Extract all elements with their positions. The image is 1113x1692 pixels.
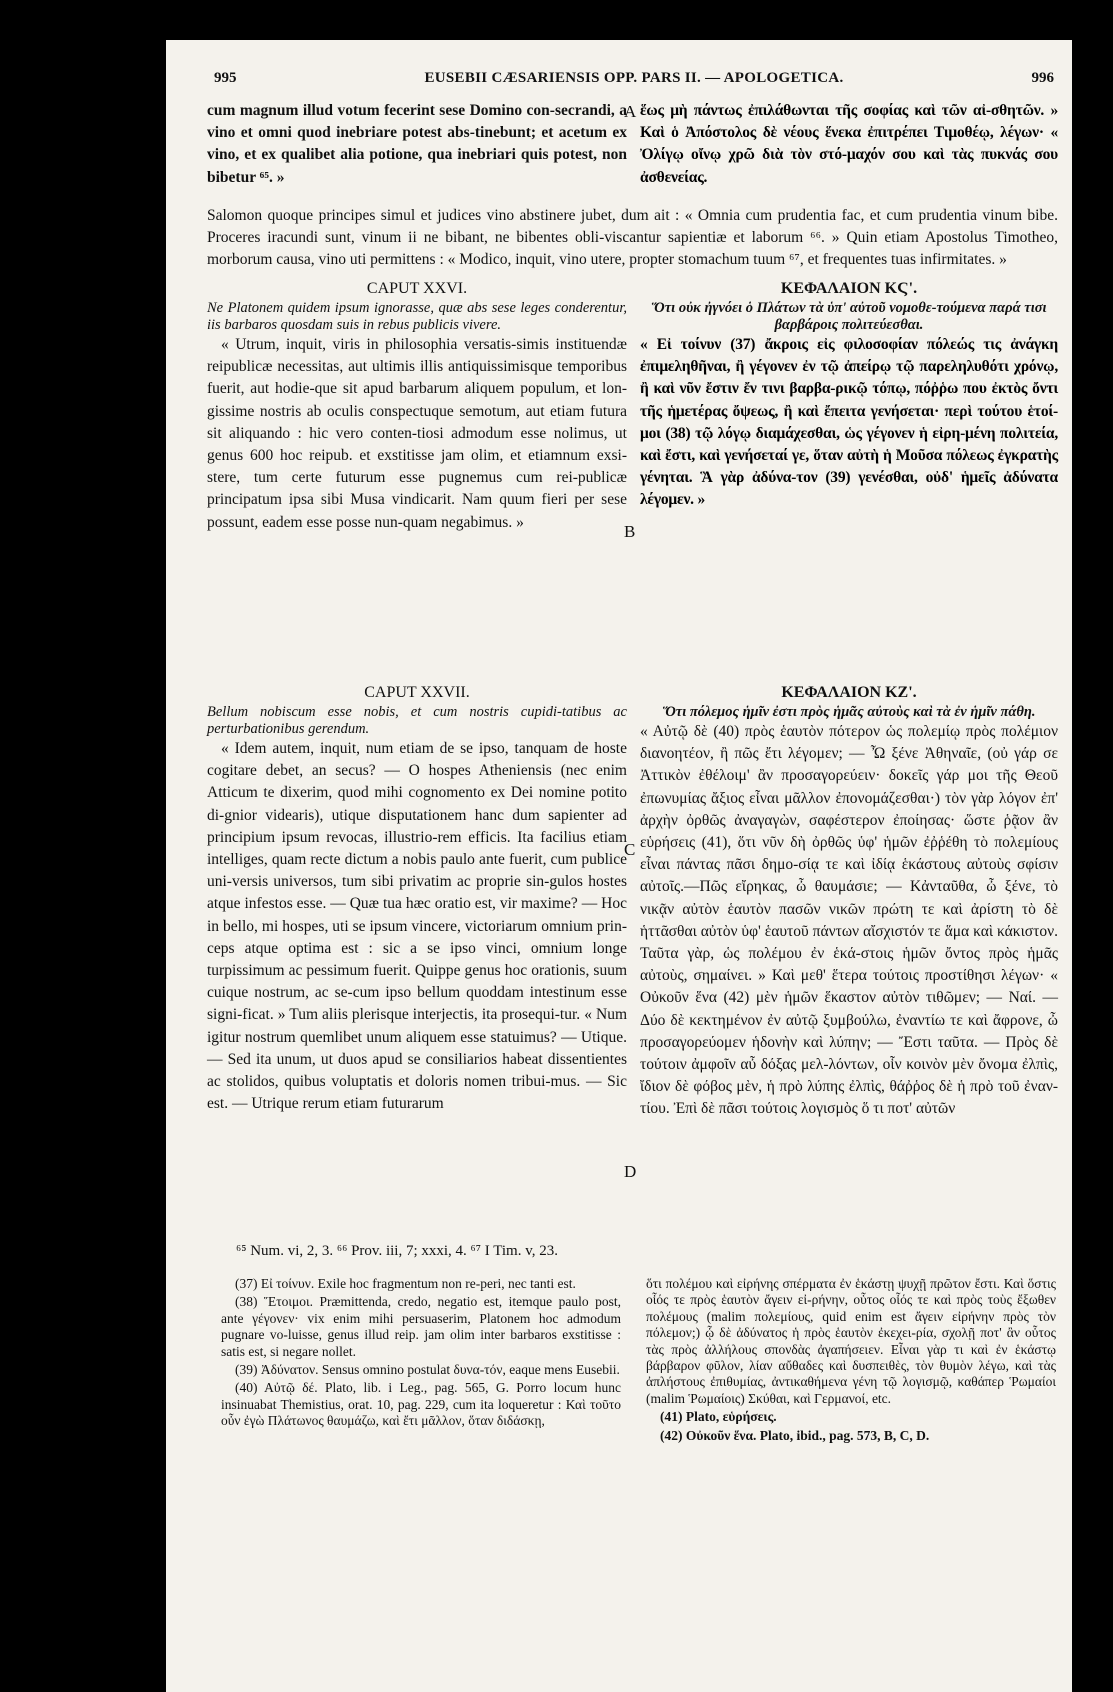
latin-column-chapter-27 (207, 682, 627, 1115)
chapter-26-title-latin: CAPUT XXVI. (366, 280, 468, 297)
chapter-26-argument-latin: Ne Platonem quidem ipsum ignorasse, quæ abs sese leges conderentur, iis barbaros quosdam suis in rebus publicis vivere. (207, 300, 627, 333)
margin-letter-b: B (624, 522, 636, 541)
greek-column-chapter-26 (640, 278, 1058, 512)
note-40-continued: ὅτι πολέμου καὶ εἰρήνης σπέρματα ἐν ἑκάστῃ ψυχῇ πρῶτον ἔστι. Καὶ ὅστις οἷός τε πρὸς ἑαυτὸν ἄγειν εἰ-ρήνην, οὗτος οἷός τε καὶ πρὸς τοὺς ἔξωθεν πολέμους (malim πολεμίους, quid enim est ἄγειν εἰρήνην πρὸς τὸν πόλεμον;) ᾧ δὲ ἀδύνατος ἡ πρὸς ἑαυτὸν ἐκεχει-ρία, σχολῇ ποτ' ἂν οὗτος τὰς πρὸς ἀλλήλους σπονδὰς ἀγαπήσειεν. Εἶναι γὰρ τι καὶ ἐν ἑκάστῳ βάρβαρον φῦλον, λίαν αὔθαδες καὶ δυσπειθὲς, τὸν θυμὸν λέγω, καὶ τὰς ἀπλήστους ἐπιθυμίας, ἀντικαθήμενα γένη τῷ λογισμῷ, καθάπερ Ῥωμαίοι (malim Ῥωμαίοις) Σκύθαι, καὶ Γερμανοί, etc. (646, 1276, 1056, 1406)
running-header (214, 70, 1054, 92)
chapter-27-argument-greek: Ὅτι πόλεμος ἡμῖν ἐστι πρὸς ἡμᾶς αὐτοὺς καὶ τὰ ἐν ἡμῖν πάθη. (662, 704, 1036, 720)
chapter-26-text-latin: « Utrum, inquit, viris in philosophia versatis-simis instituendæ reipublicæ necessitas, aut ultimis illis antiquissimisque temporibus fuerit, aut hodie-que sit apud barbarum aliquem populum, et lon-gissime nostris ab oculis conspectuque semotum, aut etiam futura sit aliquando : hic vero conten-tiosi admodum esse nolimus, ut genus 600 hoc reipub. et exstitisse jam olim, et etiamnum exsi-stere, tum certe futurum esse pugnemus cum rei-publicæ principatum ipsa sibi Musa vindicarit. Nam quum fieri per sese possunt, eadem esse posse nun-quam negabimus. » (207, 336, 627, 531)
book-page (166, 40, 1072, 1692)
chapter-27-title-greek: ΚΕΦΑΛΑΙΟΝ ΚΖ'. (781, 684, 917, 701)
chapter-26-argument-greek: Ὅτι οὐκ ἠγνόει ὁ Πλάτων τὰ ὑπ' αὐτοῦ νομοθε-τούμενα παρά τισι βαρβάροις πολιτεύεσθαι. (651, 300, 1047, 333)
margin-letter-d: D (624, 1162, 637, 1181)
latin-column-top (207, 100, 627, 189)
note-40: (40) Αὐτῷ δέ. Plato, lib. i Leg., pag. 565, G. Porro locum hunc insinuabat Themistius, orat. 10, pag. 229, cum ita loqueretur : Καὶ τοῦτο οὖν ἐγὼ Πλάτωνος θαυμάζω, καὶ ἔτι μᾶλλον, ὅταν διδάσκῃ, (221, 1380, 621, 1429)
chapter-26-text-greek: « Εἰ τοίνυν (37) ἄκροις εἰς φιλοσοφίαν πόλεώς τις ἀνάγκη ἐπιμεληθῆναι, ἢ γέγονεν ἐν τῷ ἀπείρῳ τῷ παρεληλυθότι χρόνῳ, ἢ καὶ νῦν ἔστιν ἔν τινι βαρβα-ρικῷ τόπῳ, πόῤῥω που ἐκτὸς ὄντι τῆς ἡμετέρας ὄψεως, ἢ καὶ ἔπειτα γενήσεται· περὶ τούτου ἑτοί-μοι (38) τῷ λόγῳ διαμάχεσθαι, ὡς γέγονεν ἡ εἰρη-μένη πολιτεία, καὶ ἔστι, καὶ γενήσεταί γε, ὅταν αὐτὴ ἡ Μοῦσα πόλεως ἐγκρατὴς γένηται. Ἃ γὰρ ἀδύνα-τον (39) γενέσθαι, οὐδ' ἡμεῖς ἀδύνατα λέγομεν. » (640, 336, 1058, 509)
chapter-27-text-latin: « Idem autem, inquit, num etiam de se ipso, tanquam de hoste cogitare debet, an secus? — O hospes Atheniensis (nec enim Atticum te dixerim, quod mihi cognomento ex Dei nomine potito di-gnior videaris), utique disputationem hanc dum sapienter ad principium ipsum revocas, illustrio-rem efficis. Ita facilius etiam intelliges, quam recte dictum a nobis paulo ante fuerit, cum publice uni-versis universos, tum sibi privatim ac proprie sin-gulos hostes atque infestos esse. — Quæ tua hæc oratio est, vir maxime? — Hoc in bello, mi hospes, uti se ipsum vincere, victoriarum omnium prin-ceps atque optima est : sic a se ipso vinci, omnium longe turpissimum ac pessimum fuerit. Quippe genus hoc orationis, suum cuique nostrum, ac se-cum ipso bellum quoddam intestinum esse signi-ficat. » Tum aliis plerisque interjectis, ita prosequi-tur. « Num igitur nostrum quemlibet unum aliquem esse statuimus? — Utique. — Sed ita unum, ut duos apud se consiliarios habeat dissentientes ac stolidos, quibus voluptatis et doloris nomen tribui-mus. — Sic est. — Utrique rerum etiam futurarum (207, 740, 627, 1113)
chapter-26-title-greek: ΚΕΦΑΛΑΙΟΝ ΚϚ'. (780, 280, 918, 297)
latin-column-chapter-26 (207, 278, 627, 534)
margin-letter-a: A (624, 102, 637, 121)
note-38: (38) Ἕτοιμοι. Præmittenda, credo, negatio est, itemque paulo post, ante γέγονεν· vix enim mihi persuaserim, Platonem hoc admodum pugnare vo-luisse, genus illud reip. jam olim inter barbaros exstitisse : satis est, si negare nollet. (221, 1294, 621, 1359)
notes-right-column (646, 1276, 1056, 1446)
note-41: (41) Plato, εὑρήσεις. (660, 1409, 777, 1425)
page-number-right: 996 (1031, 70, 1054, 86)
chapter-27-title-latin: CAPUT XXVII. (364, 684, 470, 701)
greek-column-top (640, 100, 1058, 189)
chapter-27-argument-latin: Bellum nobiscum esse nobis, et cum nostris cupidi-tatibus ac perturbationibus gerendum. (207, 704, 627, 737)
note-37: (37) Εἰ τοίνυν. Exile hoc fragmentum non re-peri, nec tanti est. (235, 1276, 576, 1291)
full-width-text: Salomon quoque principes simul et judices vino abstinere jubet, dum ait : « Omnia cum prudentia fac, et cum prudentia vinum bibe. Proceres iracundi sunt, vinum ii ne bibant, ne bibentes obli-viscantur sapientiæ et laborum ⁶⁶. » Quin etiam Apostolus Timotheo, morborum causa, vino uti permittens : « Modico, inquit, vino utere, propter stomachum tuum ⁶⁷, et frequentes tuas infirmitates. » (207, 206, 1058, 268)
notes-left-column (221, 1276, 621, 1432)
full-width-passage (207, 189, 1058, 287)
margin-letter-c: C (624, 840, 636, 859)
running-title: EUSEBII CÆSARIENSIS OPP. PARS II. — APOLOGETICA. (424, 70, 844, 86)
scripture-references: ⁶⁵ Num. vi, 2, 3. ⁶⁶ Prov. iii, 7; xxxi, 4. ⁶⁷ I Tim. v, 23. (236, 1243, 558, 1259)
greek-top-text: ἕως μὴ πάντως ἐπιλάθωνται τῆς σοφίας καὶ τῶν αἰ-σθητῶν. » Καὶ ὁ Ἀπόστολος δὲ νέους ἕνεκα ἐπιτρέπει Τιμοθέῳ, λέγων· « Ὀλίγῳ οἴνῳ χρῶ διὰ τὸν στό-μαχόν σου καὶ τὰς πυκνάς σου ἀσθενείας. (640, 102, 1058, 186)
chapter-27-text-greek: « Αὐτῷ δὲ (40) πρὸς ἑαυτὸν πότερον ὡς πολεμίῳ πρὸς πολέμιον διανοητέον, ἢ πῶς ἔτι λέγομεν; — Ὦ ξένε Ἀθηναῖε, (οὐ γάρ σε Ἀττικὸν ἐθέλοιμ' ἂν προσαγορεύειν· δοκεῖς γάρ μοι τῆς Θεοῦ ἐπωνυμίας ἄξιος εἶναι μᾶλλον ἐπονομάζεσθαι·) τὸν γὰρ λόγον ἐπ' ἀρχὴν ὀρθῶς ἀναγαγὼν, σαφέστερον ἐποίησας· ὥστε ῥᾷον ἂν εὑρήσεις (41), ὅτι νῦν δὴ ὀρθῶς ὑφ' ἡμῶν ἐῤῥέθη τὸ πολεμίους εἶναι πάντας πᾶσι δημο-σίᾳ τε καὶ ἰδίᾳ ἑκάστους αὐτοὺς σφίσιν αὐτοῖς.—Πῶς εἴρηκας, ὦ θαυμάσιε; — Κἀνταῦθα, ὦ ξένε, τὸ νικᾷν αὐτὸν ἑαυτὸν πασῶν νικῶν πρώτη τε καὶ ἀρίστη τὸ δὲ ἡττᾶσθαι αὐτὸν ὑφ' ἑαυτοῦ πάντων αἴσχιστόν τε ἅμα καὶ κάκιστον. Ταῦτα γὰρ, ὡς πολέμου ἐν ἑκά-στοις ἡμῶν ὄντος πρὸς ἡμᾶς αὐτοὺς, σημαίνει. » Καὶ μεθ' ἕτερα τούτοις προστίθησι λέγων· « Οὐκοῦν ἕνα (42) μὲν ἡμῶν ἕκαστον αὐτὸν τιθῶμεν; — Ναί. — Δύο δὲ κεκτημένον ἐν αὐτῷ ξυμβούλω, ἐναντίω τε καὶ ἄφρονε, ὦ προσαγορεύομεν ἡδονὴν καὶ λύπην; — Ἔστι ταῦτα. — Πρὸς δὲ τούτοιν ἀμφοῖν αὖ δόξας μελ-λόντων, οἷν κοινὸν μὲν ὄνομα ἐλπὶς, ἴδιον δὲ φόβος μὲν, ἡ πρὸ λύπης ἐλπὶς, θάῤῥος δὲ ἡ πρὸ τοῦ ἐναν-τίου. Ἐπὶ δὲ πᾶσι τούτοις λογισμὸς ὅ τι ποτ' αὐτῶν (640, 723, 1058, 1118)
note-39: (39) Ἀδύνατον. Sensus omnino postulat δυνα-τόν, eaque mens Eusebii. (235, 1362, 620, 1378)
page-number-left: 995 (214, 70, 237, 86)
latin-top-text: cum magnum illud votum fecerint sese Domino con-secrandi, a vino et omni quod inebriare potest abs-tinebunt; et acetum ex vino, et ex qualibet alia potione, qua inebriari quis potest, non bibetur ⁶⁵. » (207, 102, 627, 186)
greek-column-chapter-27 (640, 682, 1058, 1121)
note-42: (42) Οὐκοῦν ἕνα. Plato, ibid., pag. 573, B, C, D. (660, 1427, 930, 1443)
